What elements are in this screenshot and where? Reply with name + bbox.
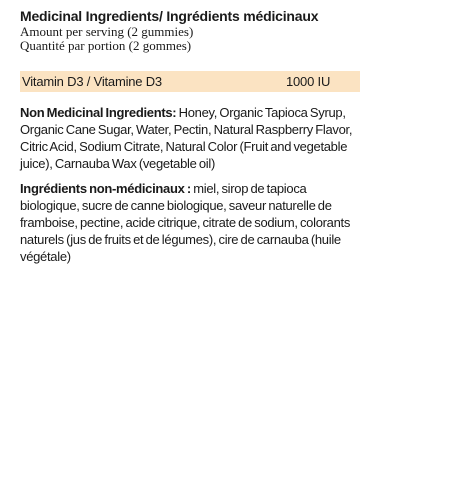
- ingredients-table: [20, 71, 360, 92]
- non-medicinal-label-fr: Ingrédients non-médicinaux :: [20, 181, 191, 196]
- serving-size-en: Amount per serving (2 gummies): [20, 24, 194, 39]
- serving-size-fr: Quantité par portion (2 gommes): [20, 38, 192, 53]
- non-medicinal-label-en: Non Medicinal Ingredients:: [20, 105, 177, 120]
- ingredient-name: Vitamin D3 / Vitamine D3: [22, 74, 162, 89]
- medicinal-ingredients-heading: Medicinal Ingredients/ Ingrédients médicinaux: [20, 8, 319, 24]
- non-medicinal-text-en: Honey, Organic Tapioca Syrup, Organic Cane Sugar, Water, Pectin, Natural Raspberry Flavor, Citric Acid, Sodium Citrate, Natural Color (Fruit and vegetable juice), Carnauba Wax (vegetable oil): [20, 105, 353, 171]
- non-medicinal-ingredients-en: [20, 104, 365, 172]
- ingredients-panel: [20, 8, 365, 265]
- non-medicinal-text-fr: miel, sirop de tapioca biologique, sucre de canne biologique, saveur naturelle de framboise, pectine, acide citrique, citrate de sodium, colorants naturels (jus de fruits et de légumes), cire de carnauba (huile végétale): [20, 181, 351, 264]
- ingredient-amount: 1000 IU: [286, 74, 331, 89]
- ingredient-row: [20, 71, 360, 92]
- non-medicinal-ingredients-fr: [20, 180, 365, 265]
